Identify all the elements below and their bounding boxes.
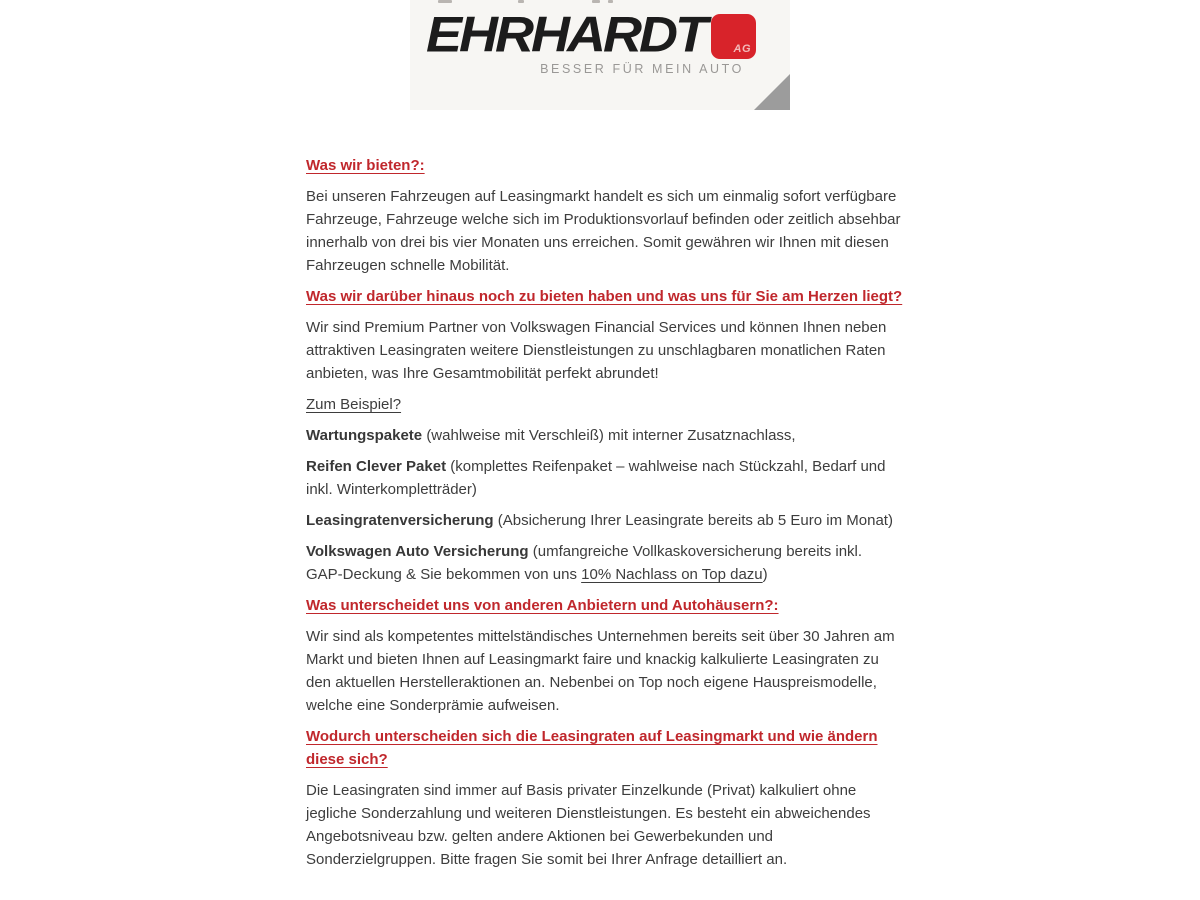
example-label (306, 393, 902, 416)
paragraph-what-sets-us-apart: Wir sind als kompetentes mittelständisches Unternehmen bereits seit über 30 Jahren am Markt und bieten Ihnen auf Leasingmarkt faire und knackig kalkulierte Leasingraten zu den aktuellen Herstelleraktionen an. Nebenbei on Top noch eigene Hauspreismodelle, welche eine Sonderprämie aufweisen. (306, 628, 895, 714)
example-label-text: Zum Beispiel? (306, 396, 402, 413)
cropped-text-mark (608, 0, 613, 3)
paragraph-leasing-rates-differences: Die Leasingraten sind immer auf Basis privater Einzelkunde (Privat) kalkuliert ohne jegliche Sonderzahlung und weiteren Dienstleistungen. Es besteht ein abweichendes Angebotsniveau bzw. gelten andere Aktionen bei Gewerbekunden und Sonderzielgruppen. Bitte fragen Sie somit bei Ihrer Anfrage detailliert an. (306, 782, 871, 868)
service-item-reifen-clever-paket (306, 455, 902, 501)
dealer-logo (410, 0, 790, 110)
service-item-description: (umfangreiche Vollkaskoversicherung bereits inkl. GAP-Deckung & Sie bekommen von uns (306, 543, 863, 583)
logo-wordmark-row (426, 7, 756, 63)
section-heading-what-sets-us-apart: Was unterscheidet uns von anderen Anbietern und Autohäusern?: (306, 597, 779, 614)
service-item-description-suffix: ) (762, 566, 768, 583)
cropped-text-mark (438, 0, 452, 3)
dealer-description-text (306, 154, 902, 879)
logo-tagline: BESSER FÜR MEIN AUTO (540, 62, 744, 76)
logo-brand-wordmark: EHRHARDT (426, 7, 705, 63)
service-item-volkswagen-auto-versicherung (306, 540, 902, 586)
service-item-description: (Absicherung Ihrer Leasingrate bereits ab 5 Euro im Monat) (497, 512, 893, 529)
service-item-description: (wahlweise mit Verschleiß) mit interner Zusatznachlass, (426, 427, 796, 444)
service-item-label: Volkswagen Auto Versicherung (306, 543, 529, 560)
cropped-text-mark (518, 0, 524, 3)
section-heading-leasing-rates-differences: Wodurch unterscheiden sich die Leasingraten auf Leasingmarkt und wie ändern diese sich? (306, 728, 878, 768)
section-heading-what-we-offer: Was wir bieten?: (306, 157, 425, 174)
logo-ag-badge (711, 14, 756, 59)
service-item-highlight: 10% Nachlass on Top dazu (581, 566, 763, 583)
service-item-leasingratenversicherung (306, 509, 902, 532)
paragraph-what-we-offer: Bei unseren Fahrzeugen auf Leasingmarkt handelt es sich um einmalig sofort verfügbare Fahrzeuge, Fahrzeuge welche sich im Produktionsvorlauf befinden oder zeitlich absehbar innerhalb von drei bis vier Monaten uns erreichen. Somit gewähren wir Ihnen mit diesen Fahrzeugen schnelle Mobilität. (306, 188, 901, 274)
service-item-label: Reifen Clever Paket (306, 458, 447, 475)
paragraph-additional-offers: Wir sind Premium Partner von Volkswagen Financial Services und können Ihnen neben attraktiven Leasingraten weitere Dienstleistungen zu unschlagbaren monatlichen Raten anbieten, was Ihre Gesamtmobilität perfekt abrundet! (306, 319, 887, 382)
folded-corner-triangle-icon (754, 74, 790, 110)
service-item-wartungspakete (306, 424, 902, 447)
cropped-text-mark (592, 0, 600, 3)
section-heading-additional-offers: Was wir darüber hinaus noch zu bieten haben und was uns für Sie am Herzen liegt? (306, 288, 903, 305)
logo-ag-badge-label: AG (733, 43, 751, 55)
service-item-description: (komplettes Reifenpaket – wahlweise nach Stückzahl, Bedarf und inkl. Winterkompletträder) (306, 458, 886, 498)
service-item-label: Wartungspakete (306, 427, 423, 444)
service-item-label: Leasingratenversicherung (306, 512, 494, 529)
